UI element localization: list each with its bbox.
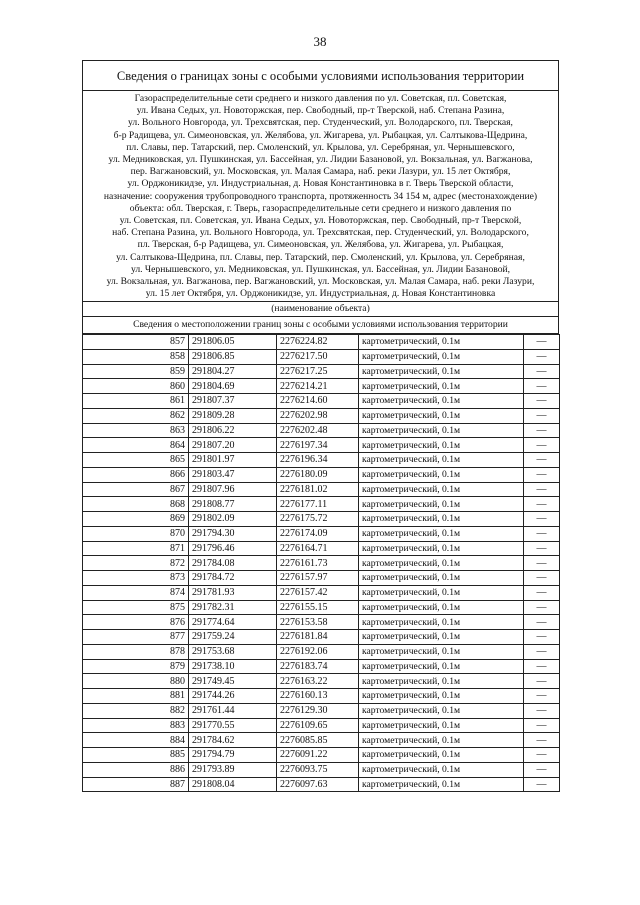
dash-cell: — bbox=[524, 408, 560, 423]
description-line: Газораспределительные сети среднего и низкого давления по ул. Советская, пл. Советская, bbox=[134, 93, 507, 104]
dash-cell: — bbox=[524, 733, 560, 748]
y-coordinate-cell: 2276091.22 bbox=[277, 748, 359, 763]
x-coordinate-cell: 291809.28 bbox=[189, 408, 277, 423]
dash-cell: — bbox=[524, 482, 560, 497]
table-row bbox=[83, 467, 560, 482]
dash-cell: — bbox=[524, 630, 560, 645]
table-row bbox=[83, 556, 560, 571]
x-coordinate-cell: 291802.09 bbox=[189, 512, 277, 527]
document-title: Сведения о границах зоны с особыми условиями использования территории bbox=[83, 61, 558, 91]
dash-cell: — bbox=[524, 364, 560, 379]
point-number-cell: 885 bbox=[83, 748, 189, 763]
dash-cell: — bbox=[524, 423, 560, 438]
point-number-cell: 874 bbox=[83, 585, 189, 600]
y-coordinate-cell: 2276085.85 bbox=[277, 733, 359, 748]
dash-cell: — bbox=[524, 512, 560, 527]
dash-cell: — bbox=[524, 556, 560, 571]
y-coordinate-cell: 2276163.22 bbox=[277, 674, 359, 689]
description-line: ул. Салтыкова-Щедрина, пл. Славы, пер. Татарский, пер. Смоленский, ул. Крылова, ул. Серебряная, bbox=[116, 251, 525, 263]
point-number-cell: 887 bbox=[83, 777, 189, 792]
point-number-cell: 869 bbox=[83, 512, 189, 527]
table-row bbox=[83, 615, 560, 630]
description-line: пер. Вагжановский, ул. Московская, ул. Малая Самара, наб. реки Лазури, ул. 15 лет Октября, bbox=[130, 166, 511, 178]
x-coordinate-cell: 291806.22 bbox=[189, 423, 277, 438]
method-cell: картометрический, 0.1м bbox=[359, 512, 524, 527]
location-heading: Сведения о местоположении границ зоны с особыми условиями использования территории bbox=[133, 319, 508, 331]
y-coordinate-cell: 2276157.42 bbox=[277, 585, 359, 600]
table-row bbox=[83, 349, 560, 364]
table-row bbox=[83, 585, 560, 600]
point-number-cell: 876 bbox=[83, 615, 189, 630]
method-cell: картометрический, 0.1м bbox=[359, 467, 524, 482]
point-number-cell: 858 bbox=[83, 349, 189, 364]
dash-cell: — bbox=[524, 497, 560, 512]
point-number-cell: 868 bbox=[83, 497, 189, 512]
y-coordinate-cell: 2276153.58 bbox=[277, 615, 359, 630]
table-row bbox=[83, 394, 560, 409]
point-number-cell: 884 bbox=[83, 733, 189, 748]
dash-cell: — bbox=[524, 689, 560, 704]
y-coordinate-cell: 2276157.97 bbox=[277, 571, 359, 586]
description-line: ул. Медниковская, ул. Пушкинская, ул. Бассейная, ул. Лидии Базановой, ул. Вокзальная, ул. Вагжанова, bbox=[108, 154, 533, 166]
table-row bbox=[83, 438, 560, 453]
point-number-cell: 883 bbox=[83, 718, 189, 733]
method-cell: картометрический, 0.1м bbox=[359, 571, 524, 586]
dash-cell: — bbox=[524, 748, 560, 763]
object-description bbox=[83, 91, 558, 302]
x-coordinate-cell: 291796.46 bbox=[189, 541, 277, 556]
dash-cell: — bbox=[524, 703, 560, 718]
dash-cell: — bbox=[524, 394, 560, 409]
description-line: наб. Степана Разина, ул. Вольного Новгорода, ул. Трехсвятская, пер. Студенческий, ул. Володарского, bbox=[112, 227, 529, 239]
method-cell: картометрический, 0.1м bbox=[359, 497, 524, 512]
point-number-cell: 879 bbox=[83, 659, 189, 674]
point-number-cell: 864 bbox=[83, 438, 189, 453]
method-cell: картометрический, 0.1м bbox=[359, 453, 524, 468]
dash-cell: — bbox=[524, 615, 560, 630]
method-cell: картометрический, 0.1м bbox=[359, 615, 524, 630]
method-cell: картометрический, 0.1м bbox=[359, 718, 524, 733]
method-cell: картометрический, 0.1м bbox=[359, 733, 524, 748]
method-cell: картометрический, 0.1м bbox=[359, 379, 524, 394]
dash-cell: — bbox=[524, 571, 560, 586]
method-cell: картометрический, 0.1м bbox=[359, 438, 524, 453]
point-number-cell: 872 bbox=[83, 556, 189, 571]
y-coordinate-cell: 2276109.65 bbox=[277, 718, 359, 733]
x-coordinate-cell: 291807.20 bbox=[189, 438, 277, 453]
point-number-cell: 886 bbox=[83, 762, 189, 777]
y-coordinate-cell: 2276160.13 bbox=[277, 689, 359, 704]
y-coordinate-cell: 2276197.34 bbox=[277, 438, 359, 453]
method-cell: картометрический, 0.1м bbox=[359, 689, 524, 704]
table-row bbox=[83, 600, 560, 615]
x-coordinate-cell: 291808.04 bbox=[189, 777, 277, 792]
table-row bbox=[83, 777, 560, 792]
table-row bbox=[83, 423, 560, 438]
x-coordinate-cell: 291784.08 bbox=[189, 556, 277, 571]
x-coordinate-cell: 291794.30 bbox=[189, 526, 277, 541]
object-name-label: (наименование объекта) bbox=[83, 302, 558, 317]
method-cell: картометрический, 0.1м bbox=[359, 482, 524, 497]
point-number-cell: 873 bbox=[83, 571, 189, 586]
table-row bbox=[83, 644, 560, 659]
description-line: назначение: сооружения трубопроводного транспорта, протяженность 34 154 м, адрес (местонахождение) bbox=[103, 190, 538, 202]
dash-cell: — bbox=[524, 541, 560, 556]
method-cell: картометрический, 0.1м bbox=[359, 423, 524, 438]
dash-cell: — bbox=[524, 762, 560, 777]
x-coordinate-cell: 291774.64 bbox=[189, 615, 277, 630]
x-coordinate-cell: 291784.62 bbox=[189, 733, 277, 748]
method-cell: картометрический, 0.1м bbox=[359, 541, 524, 556]
table-row bbox=[83, 335, 560, 350]
method-cell: картометрический, 0.1м bbox=[359, 703, 524, 718]
description-line: пл. Тверская, б-р Радищева, ул. Симеоновская, ул. Желябова, ул. Жигарева, ул. Рыбацкая, bbox=[137, 239, 504, 251]
table-row bbox=[83, 659, 560, 674]
point-number-cell: 857 bbox=[83, 335, 189, 350]
x-coordinate-cell: 291749.45 bbox=[189, 674, 277, 689]
dash-cell: — bbox=[524, 674, 560, 689]
x-coordinate-cell: 291806.05 bbox=[189, 335, 277, 350]
table-row bbox=[83, 762, 560, 777]
dash-cell: — bbox=[524, 335, 560, 350]
y-coordinate-cell: 2276175.72 bbox=[277, 512, 359, 527]
dash-cell: — bbox=[524, 659, 560, 674]
point-number-cell: 875 bbox=[83, 600, 189, 615]
method-cell: картометрический, 0.1м bbox=[359, 674, 524, 689]
x-coordinate-cell: 291801.97 bbox=[189, 453, 277, 468]
y-coordinate-cell: 2276177.11 bbox=[277, 497, 359, 512]
dash-cell: — bbox=[524, 585, 560, 600]
table-row bbox=[83, 408, 560, 423]
point-number-cell: 882 bbox=[83, 703, 189, 718]
description-line: ул. Ивана Седых, ул. Новоторжская, пер. Свободный, пр-т Тверской, наб. Степана Разина, bbox=[136, 105, 505, 117]
y-coordinate-cell: 2276183.74 bbox=[277, 659, 359, 674]
y-coordinate-cell: 2276202.98 bbox=[277, 408, 359, 423]
point-number-cell: 870 bbox=[83, 526, 189, 541]
x-coordinate-cell: 291807.37 bbox=[189, 394, 277, 409]
dash-cell: — bbox=[524, 379, 560, 394]
y-coordinate-cell: 2276214.60 bbox=[277, 394, 359, 409]
x-coordinate-cell: 291794.79 bbox=[189, 748, 277, 763]
description-line: ул. Вольного Новгорода, ул. Трехсвятская, пер. Студенческий, ул. Володарского, пл. Тверская, bbox=[128, 117, 513, 129]
x-coordinate-cell: 291804.27 bbox=[189, 364, 277, 379]
x-coordinate-cell: 291803.47 bbox=[189, 467, 277, 482]
y-coordinate-cell: 2276217.50 bbox=[277, 349, 359, 364]
table-row bbox=[83, 674, 560, 689]
description-line: ул. Вокзальная, ул. Вагжанова, пер. Вагжановский, ул. Московская, ул. Малая Самара, наб. реки Лазури, bbox=[106, 276, 535, 288]
x-coordinate-cell: 291808.77 bbox=[189, 497, 277, 512]
dash-cell: — bbox=[524, 718, 560, 733]
point-number-cell: 862 bbox=[83, 408, 189, 423]
table-row bbox=[83, 733, 560, 748]
table-row bbox=[83, 630, 560, 645]
dash-cell: — bbox=[524, 526, 560, 541]
page-number: 38 bbox=[313, 34, 327, 49]
y-coordinate-cell: 2276129.30 bbox=[277, 703, 359, 718]
y-coordinate-cell: 2276161.73 bbox=[277, 556, 359, 571]
point-number-cell: 867 bbox=[83, 482, 189, 497]
table-row bbox=[83, 718, 560, 733]
table-row bbox=[83, 364, 560, 379]
coordinates-table bbox=[82, 334, 560, 792]
dash-cell: — bbox=[524, 349, 560, 364]
point-number-cell: 866 bbox=[83, 467, 189, 482]
method-cell: картометрический, 0.1м bbox=[359, 748, 524, 763]
description-line: б-р Радищева, ул. Симеоновская, ул. Желябова, ул. Жигарева, ул. Рыбацкая, ул. Салтыкова-Щедрина, bbox=[113, 129, 528, 141]
y-coordinate-cell: 2276181.84 bbox=[277, 630, 359, 645]
x-coordinate-cell: 291804.69 bbox=[189, 379, 277, 394]
dash-cell: — bbox=[524, 777, 560, 792]
y-coordinate-cell: 2276097.63 bbox=[277, 777, 359, 792]
dash-cell: — bbox=[524, 467, 560, 482]
method-cell: картометрический, 0.1м bbox=[359, 364, 524, 379]
zone-info-header bbox=[82, 60, 559, 334]
method-cell: картометрический, 0.1м bbox=[359, 349, 524, 364]
table-row bbox=[83, 526, 560, 541]
y-coordinate-cell: 2276181.02 bbox=[277, 482, 359, 497]
x-coordinate-cell: 291782.31 bbox=[189, 600, 277, 615]
y-coordinate-cell: 2276164.71 bbox=[277, 541, 359, 556]
x-coordinate-cell: 291770.55 bbox=[189, 718, 277, 733]
x-coordinate-cell: 291738.10 bbox=[189, 659, 277, 674]
description-line: ул. 15 лет Октября, ул. Орджоникидзе, ул. Индустриальная, д. Новая Константиновка bbox=[145, 288, 496, 300]
y-coordinate-cell: 2276174.09 bbox=[277, 526, 359, 541]
point-number-cell: 860 bbox=[83, 379, 189, 394]
method-cell: картометрический, 0.1м bbox=[359, 394, 524, 409]
method-cell: картометрический, 0.1м bbox=[359, 526, 524, 541]
dash-cell: — bbox=[524, 438, 560, 453]
method-cell: картометрический, 0.1м bbox=[359, 777, 524, 792]
table-row bbox=[83, 512, 560, 527]
point-number-cell: 865 bbox=[83, 453, 189, 468]
x-coordinate-cell: 291806.85 bbox=[189, 349, 277, 364]
method-cell: картометрический, 0.1м bbox=[359, 644, 524, 659]
point-number-cell: 880 bbox=[83, 674, 189, 689]
description-line: пл. Славы, пер. Татарский, пер. Смоленский, ул. Крылова, ул. Серебряная, ул. Чернышевского, bbox=[126, 141, 515, 153]
x-coordinate-cell: 291759.24 bbox=[189, 630, 277, 645]
y-coordinate-cell: 2276224.82 bbox=[277, 335, 359, 350]
table-row bbox=[83, 571, 560, 586]
y-coordinate-cell: 2276155.15 bbox=[277, 600, 359, 615]
table-row bbox=[83, 748, 560, 763]
table-row bbox=[83, 541, 560, 556]
table-row bbox=[83, 453, 560, 468]
x-coordinate-cell: 291761.44 bbox=[189, 703, 277, 718]
x-coordinate-cell: 291781.93 bbox=[189, 585, 277, 600]
point-number-cell: 861 bbox=[83, 394, 189, 409]
point-number-cell: 859 bbox=[83, 364, 189, 379]
dash-cell: — bbox=[524, 644, 560, 659]
table-row bbox=[83, 689, 560, 704]
method-cell: картометрический, 0.1м bbox=[359, 600, 524, 615]
y-coordinate-cell: 2276214.21 bbox=[277, 379, 359, 394]
table-row bbox=[83, 497, 560, 512]
y-coordinate-cell: 2276202.48 bbox=[277, 423, 359, 438]
table-row bbox=[83, 703, 560, 718]
y-coordinate-cell: 2276217.25 bbox=[277, 364, 359, 379]
x-coordinate-cell: 291753.68 bbox=[189, 644, 277, 659]
point-number-cell: 877 bbox=[83, 630, 189, 645]
y-coordinate-cell: 2276180.09 bbox=[277, 467, 359, 482]
point-number-cell: 871 bbox=[83, 541, 189, 556]
x-coordinate-cell: 291793.89 bbox=[189, 762, 277, 777]
method-cell: картометрический, 0.1м bbox=[359, 585, 524, 600]
point-number-cell: 863 bbox=[83, 423, 189, 438]
method-cell: картометрический, 0.1м bbox=[359, 659, 524, 674]
point-number-cell: 878 bbox=[83, 644, 189, 659]
method-cell: картометрический, 0.1м bbox=[359, 556, 524, 571]
method-cell: картометрический, 0.1м bbox=[359, 335, 524, 350]
table-row bbox=[83, 379, 560, 394]
x-coordinate-cell: 291784.72 bbox=[189, 571, 277, 586]
point-number-cell: 881 bbox=[83, 689, 189, 704]
description-line: ул. Чернышевского, ул. Медниковская, ул. Пушкинская, ул. Бассейная, ул. Лидии Базановой, bbox=[130, 263, 511, 275]
method-cell: картометрический, 0.1м bbox=[359, 630, 524, 645]
dash-cell: — bbox=[524, 600, 560, 615]
x-coordinate-cell: 291744.26 bbox=[189, 689, 277, 704]
coordinates-table-body bbox=[83, 335, 560, 792]
table-row bbox=[83, 482, 560, 497]
description-line: ул. Орджоникидзе, ул. Индустриальная, д. Новая Константиновка в г. Тверь Тверской области, bbox=[127, 178, 514, 190]
x-coordinate-cell: 291807.96 bbox=[189, 482, 277, 497]
y-coordinate-cell: 2276093.75 bbox=[277, 762, 359, 777]
description-line: объекта: обл. Тверская, г. Тверь, газораспределительные сети среднего и низкого давления по bbox=[129, 202, 512, 214]
method-cell: картометрический, 0.1м bbox=[359, 408, 524, 423]
y-coordinate-cell: 2276196.34 bbox=[277, 453, 359, 468]
dash-cell: — bbox=[524, 453, 560, 468]
description-line: ул. Советская, пл. Советская, ул. Ивана Седых, ул. Новоторжская, пер. Свободный, пр-т Тверской, bbox=[119, 215, 522, 227]
y-coordinate-cell: 2276192.06 bbox=[277, 644, 359, 659]
method-cell: картометрический, 0.1м bbox=[359, 762, 524, 777]
